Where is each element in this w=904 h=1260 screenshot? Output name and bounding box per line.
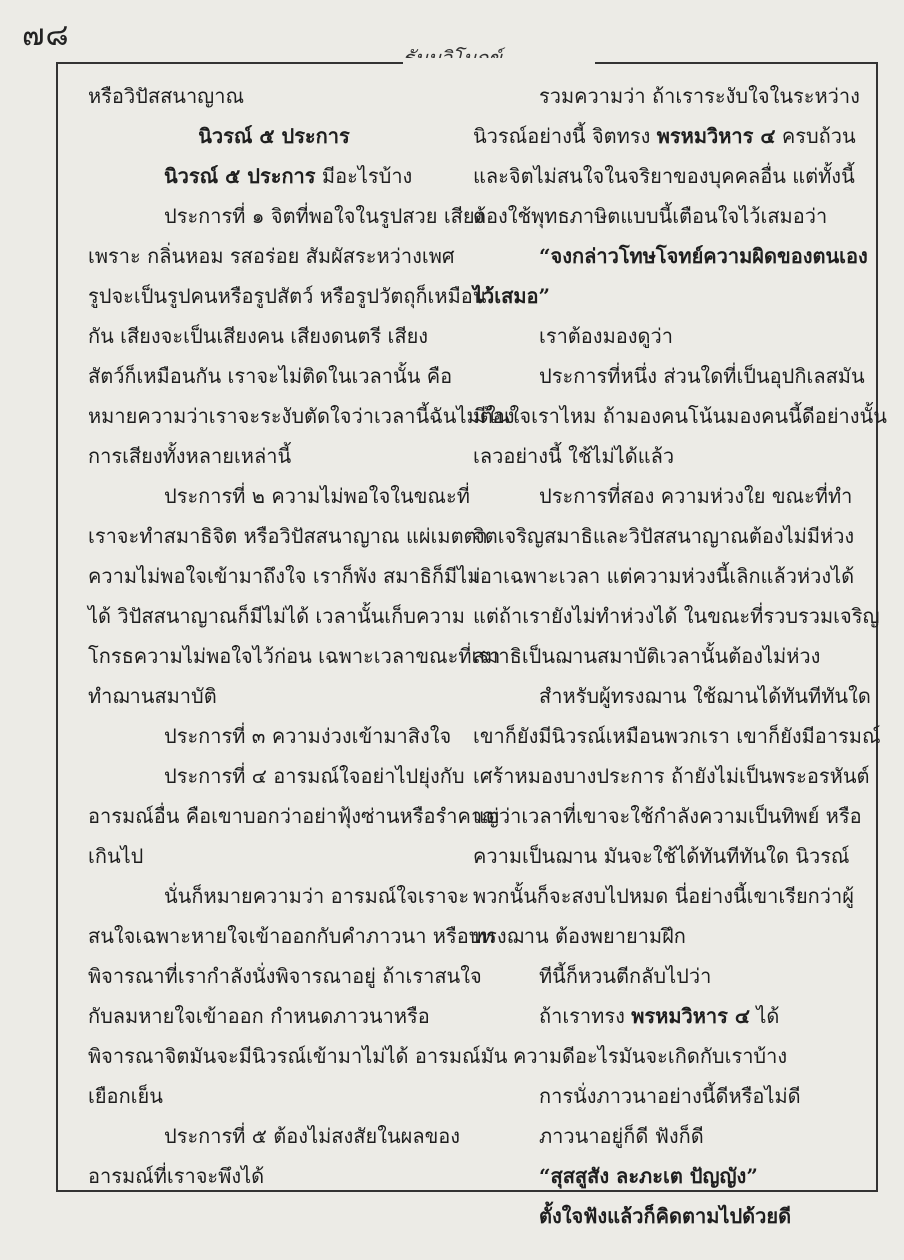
text-line: สำหรับผู้ทรงฌาน ใช้ฌานได้ทันทีทันใด [539,684,871,708]
quote-line: ไว้เสมอ” [473,284,551,308]
pali-verse: “สุสสูสัง ละภะเต ปัญญัง” [539,1164,758,1188]
text-line: ความไม่พอใจเข้ามาถึงใจ เราก็พัง สมาธิก็มีไม่ [88,564,481,588]
text-line: ประการที่ ๑ จิตที่พอใจในรูปสวย เสียง [164,204,485,228]
text-line: ภาวนาอยู่ก็ดี ฟังก็ดี [539,1124,704,1148]
section-heading: นิวรณ์ ๕ ประการ [198,124,350,148]
right-column [473,76,887,1236]
text-line: อารมณ์อื่น คือเขาบอกว่าอย่าฟุ้งซ่านหรือรำคาญ [88,804,500,828]
page-number: ๗๘ [22,18,70,53]
text-line: ทีนี้ก็หวนตีกลับไปว่า [539,964,712,988]
text-line: นั่นก็หมายความว่า อารมณ์ใจเราจะ [164,884,470,908]
text-line: ประการที่ ๕ ต้องไม่สงสัยในผลของ [164,1124,461,1148]
bold-term: นิวรณ์ ๕ ประการ [164,164,316,188]
text-line: แต่ว่าเวลาที่เขาจะใช้กำลังความเป็นทิพย์ หรือ [473,804,862,828]
text-line: กัน เสียงจะเป็นเสียงคน เสียงดนตรี เสียง [88,324,429,348]
text-line: แต่ถ้าเรายังไม่ทำห่วงได้ ในขณะที่รวบรวมเจริญ [473,604,880,628]
text-line: เราต้องมองดูว่า [539,324,673,348]
text-line [473,116,856,156]
text-line: การเสียงทั้งหลายเหล่านี้ [88,444,292,468]
text-span: ถ้าเราทรง [539,1004,632,1028]
text-line: พิจารณาที่เรากำลังนั่งพิจารณาอยู่ ถ้าเราสนใจ [88,964,482,988]
text-line: ความดีอะไรมันจะเกิดกับเราบ้าง [513,1044,788,1068]
text-line: พวกนั้นก็จะสงบไปหมด นี่อย่างนี้เขาเรียกว่าผู้ [473,884,854,908]
text-frame [56,62,887,1228]
text-line: รูปจะเป็นรูปคนหรือรูปสัตว์ หรือรูปวัตถุก็เหมือน [88,284,487,308]
text-line: ทรงฌาน ต้องพยายามฝึก [473,924,686,948]
text-line: ประการที่ ๒ ความไม่พอใจในขณะที่ [164,484,470,508]
text-line: มีในใจเราไหม ถ้ามองคนโน้นมองคนนี้ดีอย่างนั้น [473,404,887,428]
text-line: โกรธความไม่พอใจไว้ก่อน เฉพาะเวลาขณะที่เรา [88,644,501,668]
text-line: กับลมหายใจเข้าออก กำหนดภาวนาหรือ [88,1004,430,1028]
text-line: เศร้าหมองบางประการ ถ้ายังไม่เป็นพระอรหันต์ [473,764,870,788]
text-line: เกินไป [88,844,144,868]
text-line: การนั่งภาวนาอย่างนี้ดีหรือไม่ดี [539,1084,801,1108]
text-span: นิวรณ์อย่างนี้ จิตทรง [473,124,657,148]
pali-translation: ตั้งใจฟังแล้วก็คิดตามไปด้วยดี [539,1204,792,1228]
text-line: ประการที่หนึ่ง ส่วนใดที่เป็นอุปกิเลสมัน [539,364,865,388]
text-line: เขาก็ยังมีนิวรณ์เหมือนพวกเรา เขาก็ยังมีอารมณ์ [473,724,881,748]
text-line: ประการที่ ๓ ความง่วงเข้ามาสิงใจ [164,724,452,748]
text-line [88,156,460,196]
text-span: ได้ [749,1004,780,1028]
quote-line: “จงกล่าวโทษโจทย์ความผิดของตนเอง [539,244,868,268]
bold-term: พรหมวิหาร ๔ [656,124,776,148]
text-line: ได้ วิปัสสนาญาณก็มีไม่ได้ เวลานั้นเก็บความ [88,604,465,628]
text-line: เอาเฉพาะเวลา แต่ความห่วงนี้เลิกแล้วห่วงได้ [473,564,855,588]
text-line: หมายความว่าเราจะระงับตัดใจว่าเวลานี้ฉันไม่ต้อง [88,404,515,428]
text-line: หรือวิปัสสนาญาณ [88,84,245,108]
text-line: สนใจเฉพาะหายใจเข้าออกกับคำภาวนา หรือบท [88,924,495,948]
text-line: เราจะทำสมาธิจิต หรือวิปัสสนาญาณ แผ่เมตตา [88,524,488,548]
text-line: เลวอย่างนี้ ใช้ไม่ได้แล้ว [473,444,675,468]
text-line: และจิตไม่สนใจในจริยาของบุคคลอื่น แต่ทั้งนี้ [473,164,855,188]
text-line: ต้องใช้พุทธภาษิตแบบนี้เตือนใจไว้เสมอว่า [473,204,828,228]
text-line: ความเป็นฌาน มันจะใช้ได้ทันทีทันใด นิวรณ์ [473,844,850,868]
text-line: อารมณ์ที่เราจะพึงได้ [88,1164,265,1188]
text-span: มีอะไรบ้าง [315,164,413,188]
text-line: เพราะ กลิ่นหอม รสอร่อย สัมผัสระหว่างเพศ [88,244,455,268]
running-head-gap [403,58,595,70]
text-line: เยือกเย็น [88,1084,163,1108]
text-line: ทำฌานสมาบัติ [88,684,217,708]
text-line: รวมความว่า ถ้าเราระงับใจในระหว่าง [539,84,860,108]
bold-term: พรหมวิหาร ๔ [631,1004,750,1028]
text-span: ครบถ้วน [775,124,856,148]
text-line: ประการที่สอง ความห่วงใย ขณะที่ทำ [539,484,853,508]
text-line: พิจารณาจิตมันจะมีนิวรณ์เข้ามาไม่ได้ อารมณ์มัน [88,1044,508,1068]
text-line [473,996,853,1036]
text-line: สมาธิเป็นฌานสมาบัติเวลานั้นต้องไม่ห่วง [473,644,821,668]
text-line: สัตว์ก็เหมือนกัน เราจะไม่ติดในเวลานั้น คือ [88,364,453,388]
text-line: จิตเจริญสมาธิและวิปัสสนาญาณต้องไม่มีห่วง [473,524,855,548]
text-line: ประการที่ ๔ อารมณ์ใจอย่าไปยุ่งกับ [164,764,465,788]
